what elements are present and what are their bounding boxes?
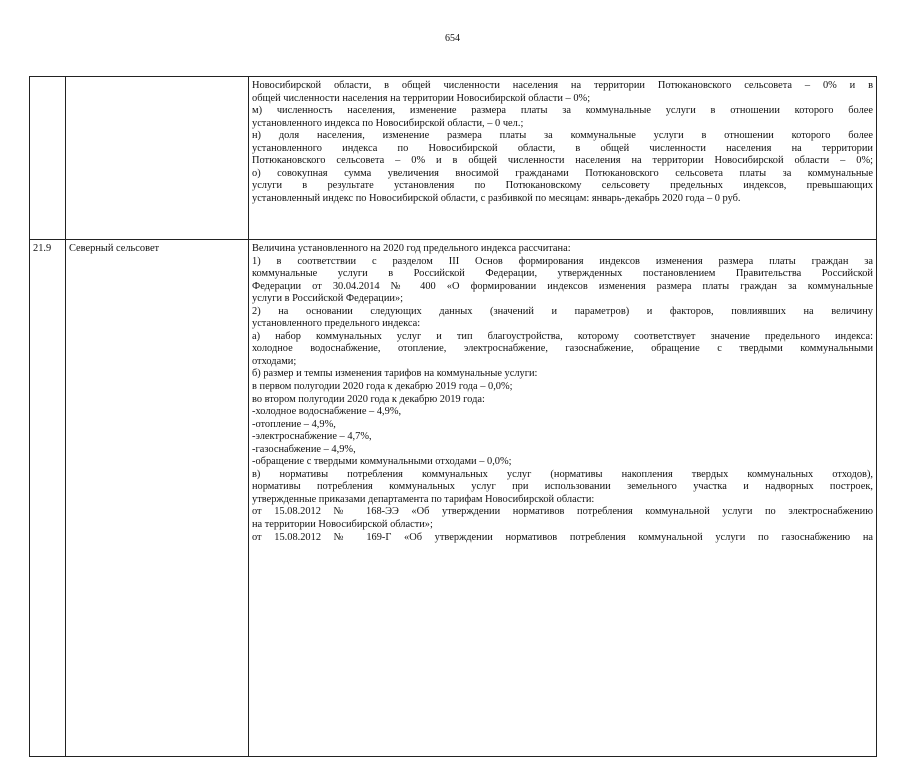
text-line: утвержденные приказами департамента по тарифам Новосибирской области: [252, 493, 595, 505]
text-line: -отопление – 4,9%, [252, 418, 336, 430]
text-line: установленный индекс по Новосибирской области, с разбивкой по месяцам: январь-декабрь 2020 года – 0 руб. [252, 192, 741, 204]
text-line: установленного индекса по Новосибирской области, в общей численности населения на территории [252, 142, 873, 154]
text-line: услуги в Российской Федерации»; [252, 293, 404, 305]
text-line: -обращение с твердыми коммунальными отходами – 0,0%; [252, 456, 512, 468]
text-line: о) совокупная сумма увеличения вносимой гражданами Потюкановского сельсовета платы за коммунальные [252, 167, 873, 179]
text-line: от 15.08.2012 № 168-ЭЭ «Об утверждении нормативов потребления коммунальной услуги по электроснабжению [252, 506, 873, 518]
table-row [30, 77, 877, 240]
row-name-cell [66, 77, 249, 240]
text-line: 2) на основании следующих данных (значений и параметров) и факторов, повлиявших на величину [252, 305, 873, 317]
text-line: а) набор коммунальных услуг и тип благоустройства, которому соответствует значение предельного индекса: [252, 330, 873, 342]
text-line: в) нормативы потребления коммунальных услуг (нормативы накопления твердых коммунальных отходов), [252, 468, 873, 480]
text-line: на территории Новосибирской области»; [252, 519, 433, 531]
text-line: Новосибирской области, в общей численности населения на территории Потюкановского сельсовета – 0% и в [252, 80, 873, 91]
text-line: во втором полугодии 2020 года к декабрю 2019 года: [252, 393, 485, 405]
row-number-cell: 21.9 [30, 240, 66, 757]
text-line: Величина установленного на 2020 год предельного индекса рассчитана: [252, 243, 571, 254]
row-text-cell [249, 240, 877, 757]
text-line: -холодное водоснабжение – 4,9%, [252, 406, 402, 418]
row-number-cell [30, 77, 66, 240]
text-line: -электроснабжение – 4,7%, [252, 431, 372, 443]
document-table [29, 76, 877, 757]
text-line: 1) в соответствии с разделом III Основ формирования индексов изменения размера платы граждан за [252, 255, 873, 267]
page-number: 654 [445, 33, 460, 44]
text-line: услуги в результате установления по Потюкановскому сельсовету предельных индексов, превышающих [252, 180, 873, 192]
text-line: от 15.08.2012 № 169-Г «Об утверждении нормативов потребления коммунальной услуги по газоснабжению на [252, 531, 873, 543]
text-line: холодное водоснабжение, отопление, электроснабжение, газоснабжение, обращение с твердыми коммунальными [252, 343, 873, 355]
text-line: в первом полугодии 2020 года к декабрю 2019 года – 0,0%; [252, 381, 513, 393]
text-line: нормативы потребления коммунальных услуг при использовании земельного участка и надворных построек, [252, 481, 873, 493]
text-line: отходами; [252, 355, 297, 367]
text-line: н) доля населения, изменение размера платы за коммунальные услуги в отношении которого более [252, 130, 873, 142]
row-text-body [252, 243, 873, 754]
text-line: -газоснабжение – 4,9%, [252, 443, 356, 455]
text-line: установленного предельного индекса: [252, 318, 421, 330]
text-line: б) размер и темпы изменения тарифов на коммунальные услуги: [252, 368, 538, 380]
text-line: коммунальные услуги в Российской Федерации, утвержденных постановлением Правительства Российской [252, 268, 873, 280]
row-name-cell: Северный сельсовет [66, 240, 249, 757]
text-line: Федерации от 30.04.2014 № 400 «О формировании индексов изменения размера платы граждан за коммунальные [252, 280, 873, 292]
text-line: Потюкановского сельсовета – 0% и в общей численности населения на территории Новосибирской области – 0%; [252, 155, 873, 167]
text-line: м) численность населения, изменение размера платы за коммунальные услуги в отношении которого более [252, 105, 873, 117]
table-row [30, 240, 877, 757]
text-line: общей численности населения на территории Новосибирской области – 0%; [252, 92, 591, 104]
text-line: установленного индекса по Новосибирской области, – 0 чел.; [252, 117, 524, 129]
row-text-cell [249, 77, 877, 240]
